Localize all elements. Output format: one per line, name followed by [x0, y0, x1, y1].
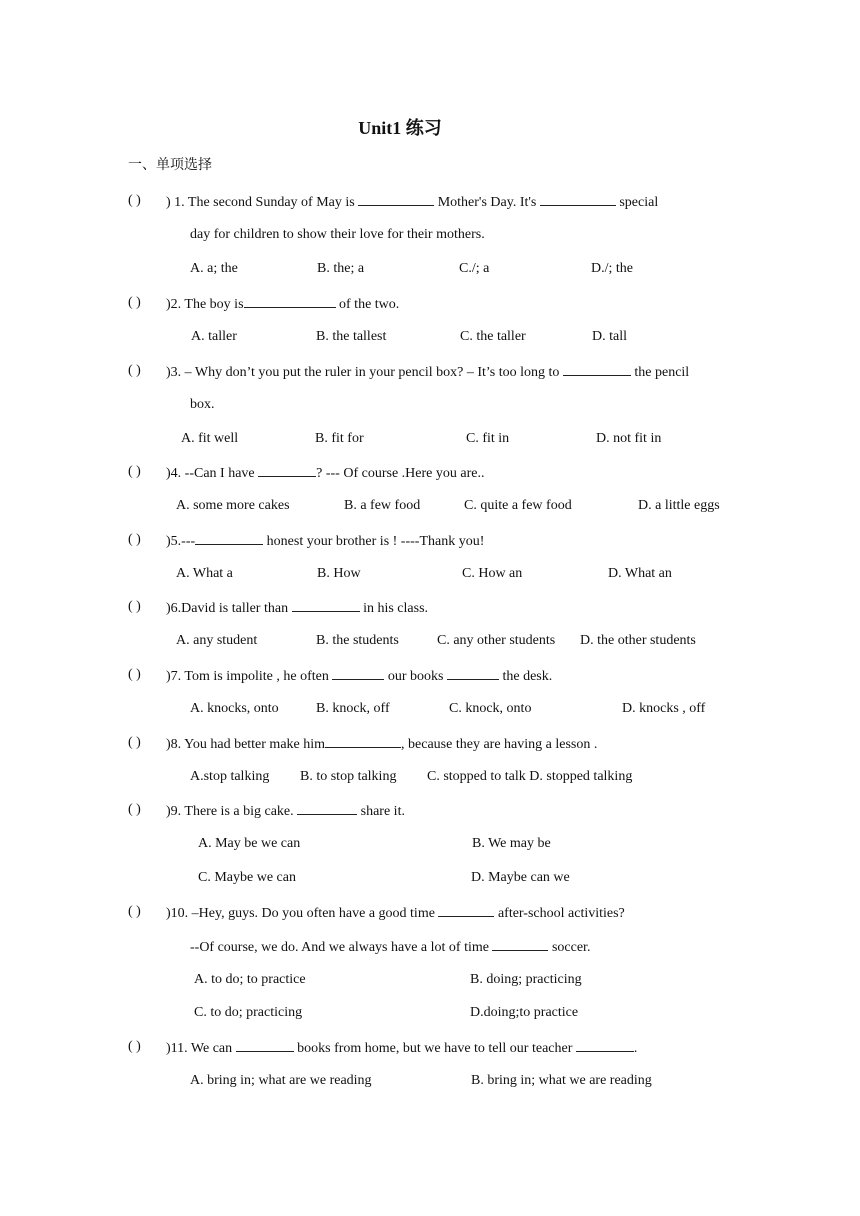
option-b[interactable]: B. bring in; what we are reading [471, 1073, 652, 1088]
option-b[interactable]: B. the students [316, 633, 399, 648]
option-d[interactable]: D. tall [592, 329, 627, 344]
option-d[interactable]: D. not fit in [596, 431, 662, 446]
answer-paren[interactable]: ( ) [128, 1039, 141, 1054]
answer-paren[interactable]: ( ) [128, 904, 141, 919]
option-a[interactable]: A. any student [176, 633, 258, 648]
question-stem: )11. We can books from home, but we have to tell our teacher . [166, 1038, 637, 1057]
option-c[interactable]: C. Maybe we can [198, 870, 296, 885]
answer-blank[interactable] [236, 1038, 294, 1052]
option-c[interactable]: C. quite a few food [464, 498, 572, 513]
option-a[interactable]: A. knocks, onto [190, 701, 279, 716]
option-b[interactable]: B. a few food [344, 498, 421, 513]
question-stem-continued: box. [190, 397, 215, 412]
option-a[interactable]: A. fit well [181, 431, 239, 446]
option-d[interactable]: D. a little eggs [638, 498, 720, 513]
answer-blank[interactable] [447, 666, 499, 680]
answer-blank[interactable] [332, 666, 384, 680]
answer-paren[interactable]: ( ) [128, 735, 141, 750]
answer-blank[interactable] [492, 937, 548, 951]
answer-blank[interactable] [325, 734, 401, 748]
answer-blank[interactable] [540, 192, 616, 206]
answer-blank[interactable] [195, 531, 263, 545]
section-heading: 一、单项选择 [128, 158, 212, 173]
question-stem: ) 1. The second Sunday of May is Mother's Day. It's special [166, 192, 658, 211]
option-c[interactable]: C. knock, onto [449, 701, 532, 716]
option-c[interactable]: C./; a [459, 261, 490, 276]
option-a[interactable]: A. some more cakes [176, 498, 290, 513]
answer-paren[interactable]: ( ) [128, 532, 141, 547]
answer-blank[interactable] [297, 801, 357, 815]
answer-paren[interactable]: ( ) [128, 599, 141, 614]
option-c-d[interactable]: C. stopped to talk D. stopped talking [427, 769, 633, 784]
option-a[interactable]: A. What a [176, 566, 233, 581]
question-stem: )3. – Why don’t you put the ruler in your pencil box? – It’s too long to the pencil [166, 362, 689, 381]
answer-blank[interactable] [358, 192, 434, 206]
option-c[interactable]: C. the taller [460, 329, 526, 344]
question-stem: )7. Tom is impolite , he often our books the desk. [166, 666, 552, 685]
answer-paren[interactable]: ( ) [128, 464, 141, 479]
option-b[interactable]: B. the tallest [316, 329, 387, 344]
option-a[interactable]: A.stop talking [190, 769, 270, 784]
answer-paren[interactable]: ( ) [128, 667, 141, 682]
answer-paren[interactable]: ( ) [128, 802, 141, 817]
option-d[interactable]: D. knocks , off [622, 701, 706, 716]
answer-blank[interactable] [292, 598, 360, 612]
option-d[interactable]: D. What an [608, 566, 672, 581]
answer-paren[interactable]: ( ) [128, 363, 141, 378]
option-d[interactable]: D. Maybe can we [471, 870, 570, 885]
option-b[interactable]: B. How [317, 566, 361, 581]
question-stem: )2. The boy is of the two. [166, 294, 399, 313]
option-c[interactable]: C. any other students [437, 633, 556, 648]
answer-blank[interactable] [258, 463, 316, 477]
option-c[interactable]: C. to do; practicing [194, 1005, 303, 1020]
option-a[interactable]: A. to do; to practice [194, 972, 306, 987]
question-stem: )6.David is taller than in his class. [166, 598, 428, 617]
page-title: Unit1 练习 [358, 118, 442, 138]
option-a[interactable]: A. bring in; what are we reading [190, 1073, 372, 1088]
question-stem: )5.--- honest your brother is ! ----Thank you! [166, 531, 484, 550]
option-a[interactable]: A. a; the [190, 261, 238, 276]
option-c[interactable]: C. fit in [466, 431, 510, 446]
option-b[interactable]: B. the; a [317, 261, 365, 276]
option-d[interactable]: D./; the [591, 261, 633, 276]
option-d[interactable]: D.doing;to practice [470, 1005, 579, 1020]
option-b[interactable]: B. We may be [472, 836, 551, 851]
question-stem: )8. You had better make him , because they are having a lesson . [166, 734, 597, 753]
question-stem: )4. --Can I have ? --- Of course .Here you are.. [166, 463, 484, 482]
option-b[interactable]: B. knock, off [316, 701, 390, 716]
answer-paren[interactable]: ( ) [128, 295, 141, 310]
answer-blank[interactable] [438, 903, 494, 917]
answer-blank[interactable] [563, 362, 631, 376]
option-b[interactable]: B. fit for [315, 431, 364, 446]
question-stem: )9. There is a big cake. share it. [166, 801, 405, 820]
question-stem-continued: day for children to show their love for their mothers. [190, 227, 485, 242]
option-b[interactable]: B. to stop talking [300, 769, 397, 784]
answer-blank[interactable] [244, 294, 336, 308]
option-d[interactable]: D. the other students [580, 633, 696, 648]
answer-paren[interactable]: ( ) [128, 193, 141, 208]
option-b[interactable]: B. doing; practicing [470, 972, 582, 987]
question-stem: )10. –Hey, guys. Do you often have a good time after-school activities? [166, 903, 625, 922]
question-stem-continued: --Of course, we do. And we always have a lot of time soccer. [190, 937, 590, 956]
option-a[interactable]: A. taller [191, 329, 237, 344]
option-a[interactable]: A. May be we can [198, 836, 301, 851]
answer-blank[interactable] [576, 1038, 634, 1052]
option-c[interactable]: C. How an [462, 566, 523, 581]
